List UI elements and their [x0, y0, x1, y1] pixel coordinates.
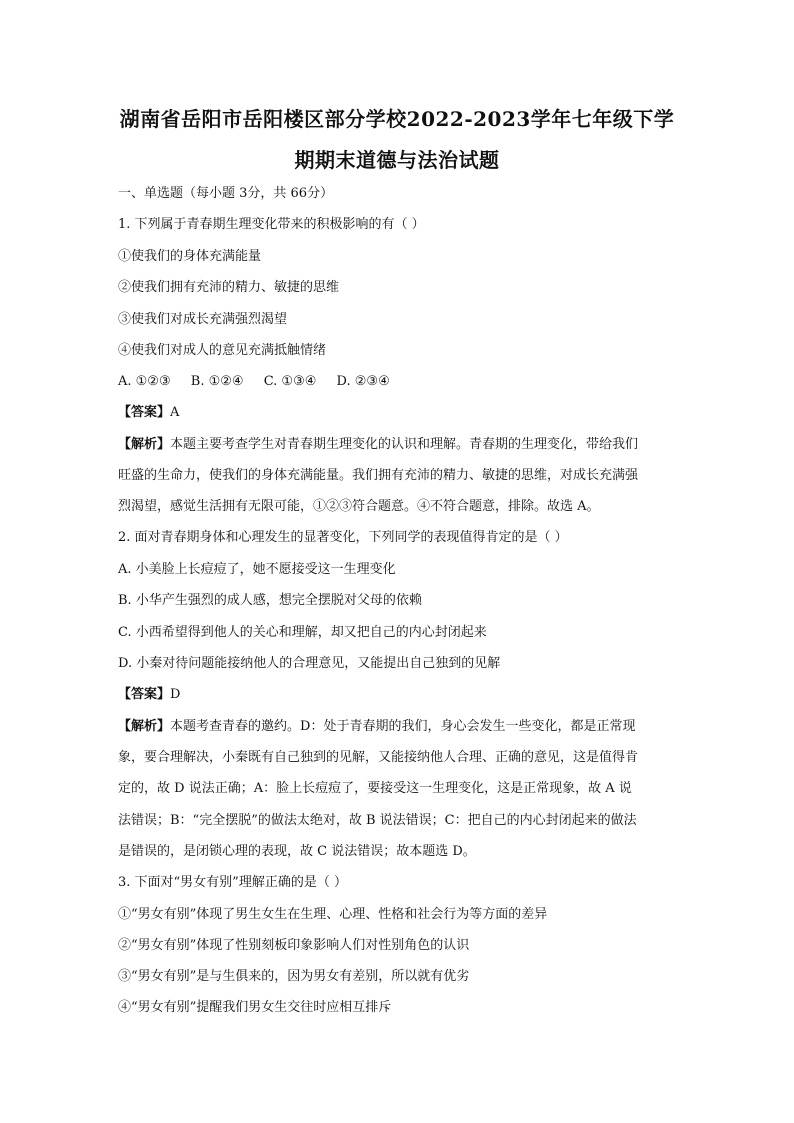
q1-stem: 1. 下列属于青春期生理变化带来的积极影响的有（ ） [118, 217, 425, 232]
q1-item-2: ②使我们拥有充沛的精力、敏捷的思维 [118, 280, 340, 295]
section-heading: 一、单选题（每小题 3分，共 66分） [118, 186, 334, 201]
q1-item-4: ④使我们对成人的意见充满抵触情绪 [118, 343, 327, 358]
q1-choice-b: B. ①②④ [190, 374, 244, 389]
q2-option-a: A. 小美脸上长痘痘了，她不愿接受这一生理变化 [118, 562, 396, 577]
q1-choices [118, 373, 406, 391]
q3-stem: 3. 下面对“男女有别”理解正确的是（ ） [118, 875, 347, 890]
q2-analysis-line-2: 象，要合理解决，小秦既有自己独到的见解，又能接纳他人合理、正确的意见，这是值得肯 [118, 750, 639, 765]
q3-item-3: ③“男女有别”是与生俱来的，因为男女有差别，所以就有优劣 [118, 969, 470, 984]
document-title-line-2: 期期末道德与法治试题 [294, 148, 500, 172]
q1-answer-value: A [170, 405, 180, 420]
q1-item-1: ①使我们的身体充满能量 [118, 249, 262, 264]
q2-analysis-text-1: 本题考查青春的邀约。D：处于青春期的我们，身心会发生一些变化，都是正常现 [170, 719, 636, 734]
q2-stem: 2. 面对青春期身体和心理发生的显著变化，下列同学的表现值得肯定的是（ ） [118, 530, 568, 545]
q1-choice-a: A. ①②③ [118, 374, 171, 389]
q1-answer-label: 【答案】 [118, 405, 171, 420]
q1-analysis-text-1: 本题主要考查学生对青春期生理变化的认识和理解。青春期的生理变化，带给我们 [170, 437, 639, 452]
q1-analysis-line-2: 旺盛的生命力，使我们的身体充满能量。我们拥有充沛的精力、敏捷的思维，对成长充满强 [118, 468, 639, 483]
q2-answer-value: D [170, 687, 181, 702]
q2-option-c: C. 小西希望得到他人的关心和理解，却又把自己的内心封闭起来 [118, 625, 487, 640]
document-title-line-1: 湖南省岳阳市岳阳楼区部分学校2022-2023学年七年级下学 [119, 107, 675, 131]
q1-analysis-line-1 [118, 436, 638, 454]
q2-analysis-label: 【解析】 [118, 719, 171, 734]
q3-item-4: ④“男女有别”提醒我们男女生交往时应相互排斥 [118, 1000, 392, 1015]
q2-answer [118, 686, 180, 704]
q2-analysis-line-3: 定的，故 D 说法正确；A：脸上长痘痘了，要接受这一生理变化，这是正常现象，故 A 说 [118, 781, 632, 796]
q2-analysis-line-4: 法错误；B：“完全摆脱”的做法太绝对，故 B 说法错误；C：把自己的内心封闭起来的做法 [118, 813, 637, 828]
q2-analysis-line-5: 是错误的，是闭锁心理的表现，故 C 说法错误；故本题选 D。 [118, 844, 476, 859]
q1-choice-d: D. ②③④ [336, 374, 390, 389]
q3-item-1: ①“男女有别”体现了男生女生在生理、心理、性格和社会行为等方面的差异 [118, 907, 548, 922]
q1-analysis-label: 【解析】 [118, 437, 171, 452]
q1-analysis-line-3: 烈渴望，感觉生活拥有无限可能，①②③符合题意。④不符合题意，排除。故选 A。 [118, 499, 600, 514]
q2-answer-label: 【答案】 [118, 687, 171, 702]
q2-option-d: D. 小秦对待问题能接纳他人的合理意见，又能提出自己独到的见解 [118, 656, 501, 671]
q3-item-2: ②“男女有别”体现了性别刻板印象影响人们对性别角色的认识 [118, 938, 470, 953]
q2-analysis-line-1 [118, 718, 635, 736]
q1-choice-c: C. ①③④ [263, 374, 317, 389]
q1-item-3: ③使我们对成长充满强烈渴望 [118, 312, 288, 327]
q2-option-b: B. 小华产生强烈的成人感，想完全摆脱对父母的依赖 [118, 593, 422, 608]
q1-answer [118, 404, 179, 422]
